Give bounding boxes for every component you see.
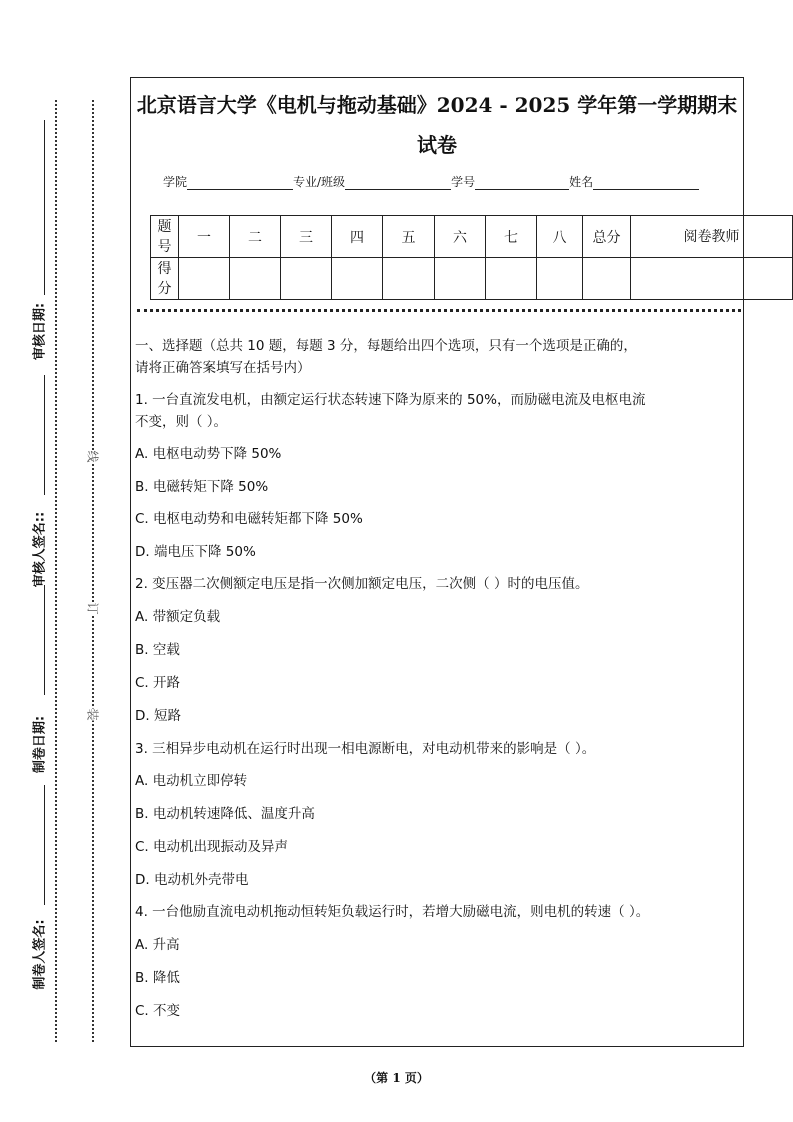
option: C. 电枢电动势和电磁转矩都下降 50% (135, 511, 363, 527)
header-cell: 四 (332, 216, 383, 258)
option: A. 带额定负载 (135, 609, 221, 625)
score-cell[interactable] (631, 258, 793, 300)
bind-char-line: 线 (85, 450, 100, 463)
page-number: （第 1 页） (364, 1071, 429, 1085)
question-1: 1. 一台直流发电机，由额定运行状态转速下降为原来的 50%，而励磁电流及电枢电流 (135, 392, 646, 408)
option: B. 电动机转速降低、温度升高 (135, 806, 315, 822)
bind-char-bind: 装 (85, 708, 100, 721)
option: D. 电动机外壳带电 (135, 872, 249, 888)
student-info-fields (163, 173, 699, 190)
option: A. 电动机立即停转 (135, 773, 248, 789)
major-label: 专业/班级 (293, 175, 346, 189)
header-cell: 二 (230, 216, 281, 258)
question-1-cont: 不变，则（ ）。 (135, 414, 228, 430)
score-row-label: 得分 (151, 258, 179, 300)
id-label: 学号 (451, 175, 476, 189)
review-date-label: 审核日期: (32, 302, 48, 361)
header-cell: 一 (179, 216, 230, 258)
name-field[interactable] (593, 175, 699, 190)
binding-dotted-line (55, 100, 57, 1042)
option: B. 电磁转矩下降 50% (135, 479, 269, 495)
header-cell: 阅卷教师 (631, 216, 793, 258)
score-cell[interactable] (179, 258, 230, 300)
signature-line (44, 375, 45, 495)
make-date-label: 制卷日期: (32, 715, 48, 774)
score-cell[interactable] (332, 258, 383, 300)
header-cell: 总分 (583, 216, 631, 258)
signature-line (44, 120, 45, 295)
header-cell: 七 (486, 216, 537, 258)
header-cell: 三 (281, 216, 332, 258)
option: B. 空载 (135, 642, 180, 658)
option: A. 电枢电动势下降 50% (135, 446, 282, 462)
header-cell: 题号 (151, 216, 179, 258)
section-heading: 一、选择题（总共 10 题，每题 3 分，每题给出四个选项，只有一个选项是正确的， (135, 338, 637, 354)
separator-dotted-line (137, 309, 741, 312)
score-cell[interactable] (383, 258, 435, 300)
score-cell[interactable] (281, 258, 332, 300)
option: C. 不变 (135, 1003, 181, 1019)
question-4: 4. 一台他励直流电动机拖动恒转矩负载运行时，若增大励磁电流，则电机的转速（ ）。 (135, 904, 650, 920)
option: C. 电动机出现振动及异声 (135, 839, 289, 855)
score-cell[interactable] (537, 258, 583, 300)
id-field[interactable] (475, 175, 569, 190)
option: C. 开路 (135, 675, 181, 691)
header-cell: 六 (435, 216, 486, 258)
reviewer-sign-label: 审核人签名:: (32, 511, 48, 588)
score-cell[interactable] (583, 258, 631, 300)
question-2: 2. 变压器二次侧额定电压是指一次侧加额定电压，二次侧（ ）时的电压值。 (135, 576, 589, 592)
college-field[interactable] (187, 175, 293, 190)
exam-title-line2: 试卷 (417, 133, 457, 157)
score-cell[interactable] (435, 258, 486, 300)
score-cell[interactable] (486, 258, 537, 300)
binding-dotted-line (92, 100, 94, 1042)
name-label: 姓名 (569, 175, 594, 189)
exam-title: 北京语言大学《电机与拖动基础》2024 - 2025 学年第一学期期末 (136, 93, 738, 117)
score-row (151, 258, 793, 300)
maker-sign-label: 制卷人签名: (32, 919, 48, 990)
college-label: 学院 (163, 175, 188, 189)
header-cell: 五 (383, 216, 435, 258)
score-table-header (151, 216, 793, 258)
score-cell[interactable] (230, 258, 281, 300)
option: D. 端电压下降 50% (135, 544, 256, 560)
option: D. 短路 (135, 708, 181, 724)
section-heading-line2: 请将正确答案填写在括号内） (135, 360, 311, 376)
bind-char-staple: 订 (85, 602, 100, 615)
option: B. 降低 (135, 970, 180, 986)
score-table (150, 215, 793, 300)
major-field[interactable] (345, 175, 451, 190)
option: A. 升高 (135, 937, 180, 953)
question-3: 3. 三相异步电动机在运行时出现一相电源断电，对电动机带来的影响是（ ）。 (135, 741, 596, 757)
header-cell: 八 (537, 216, 583, 258)
